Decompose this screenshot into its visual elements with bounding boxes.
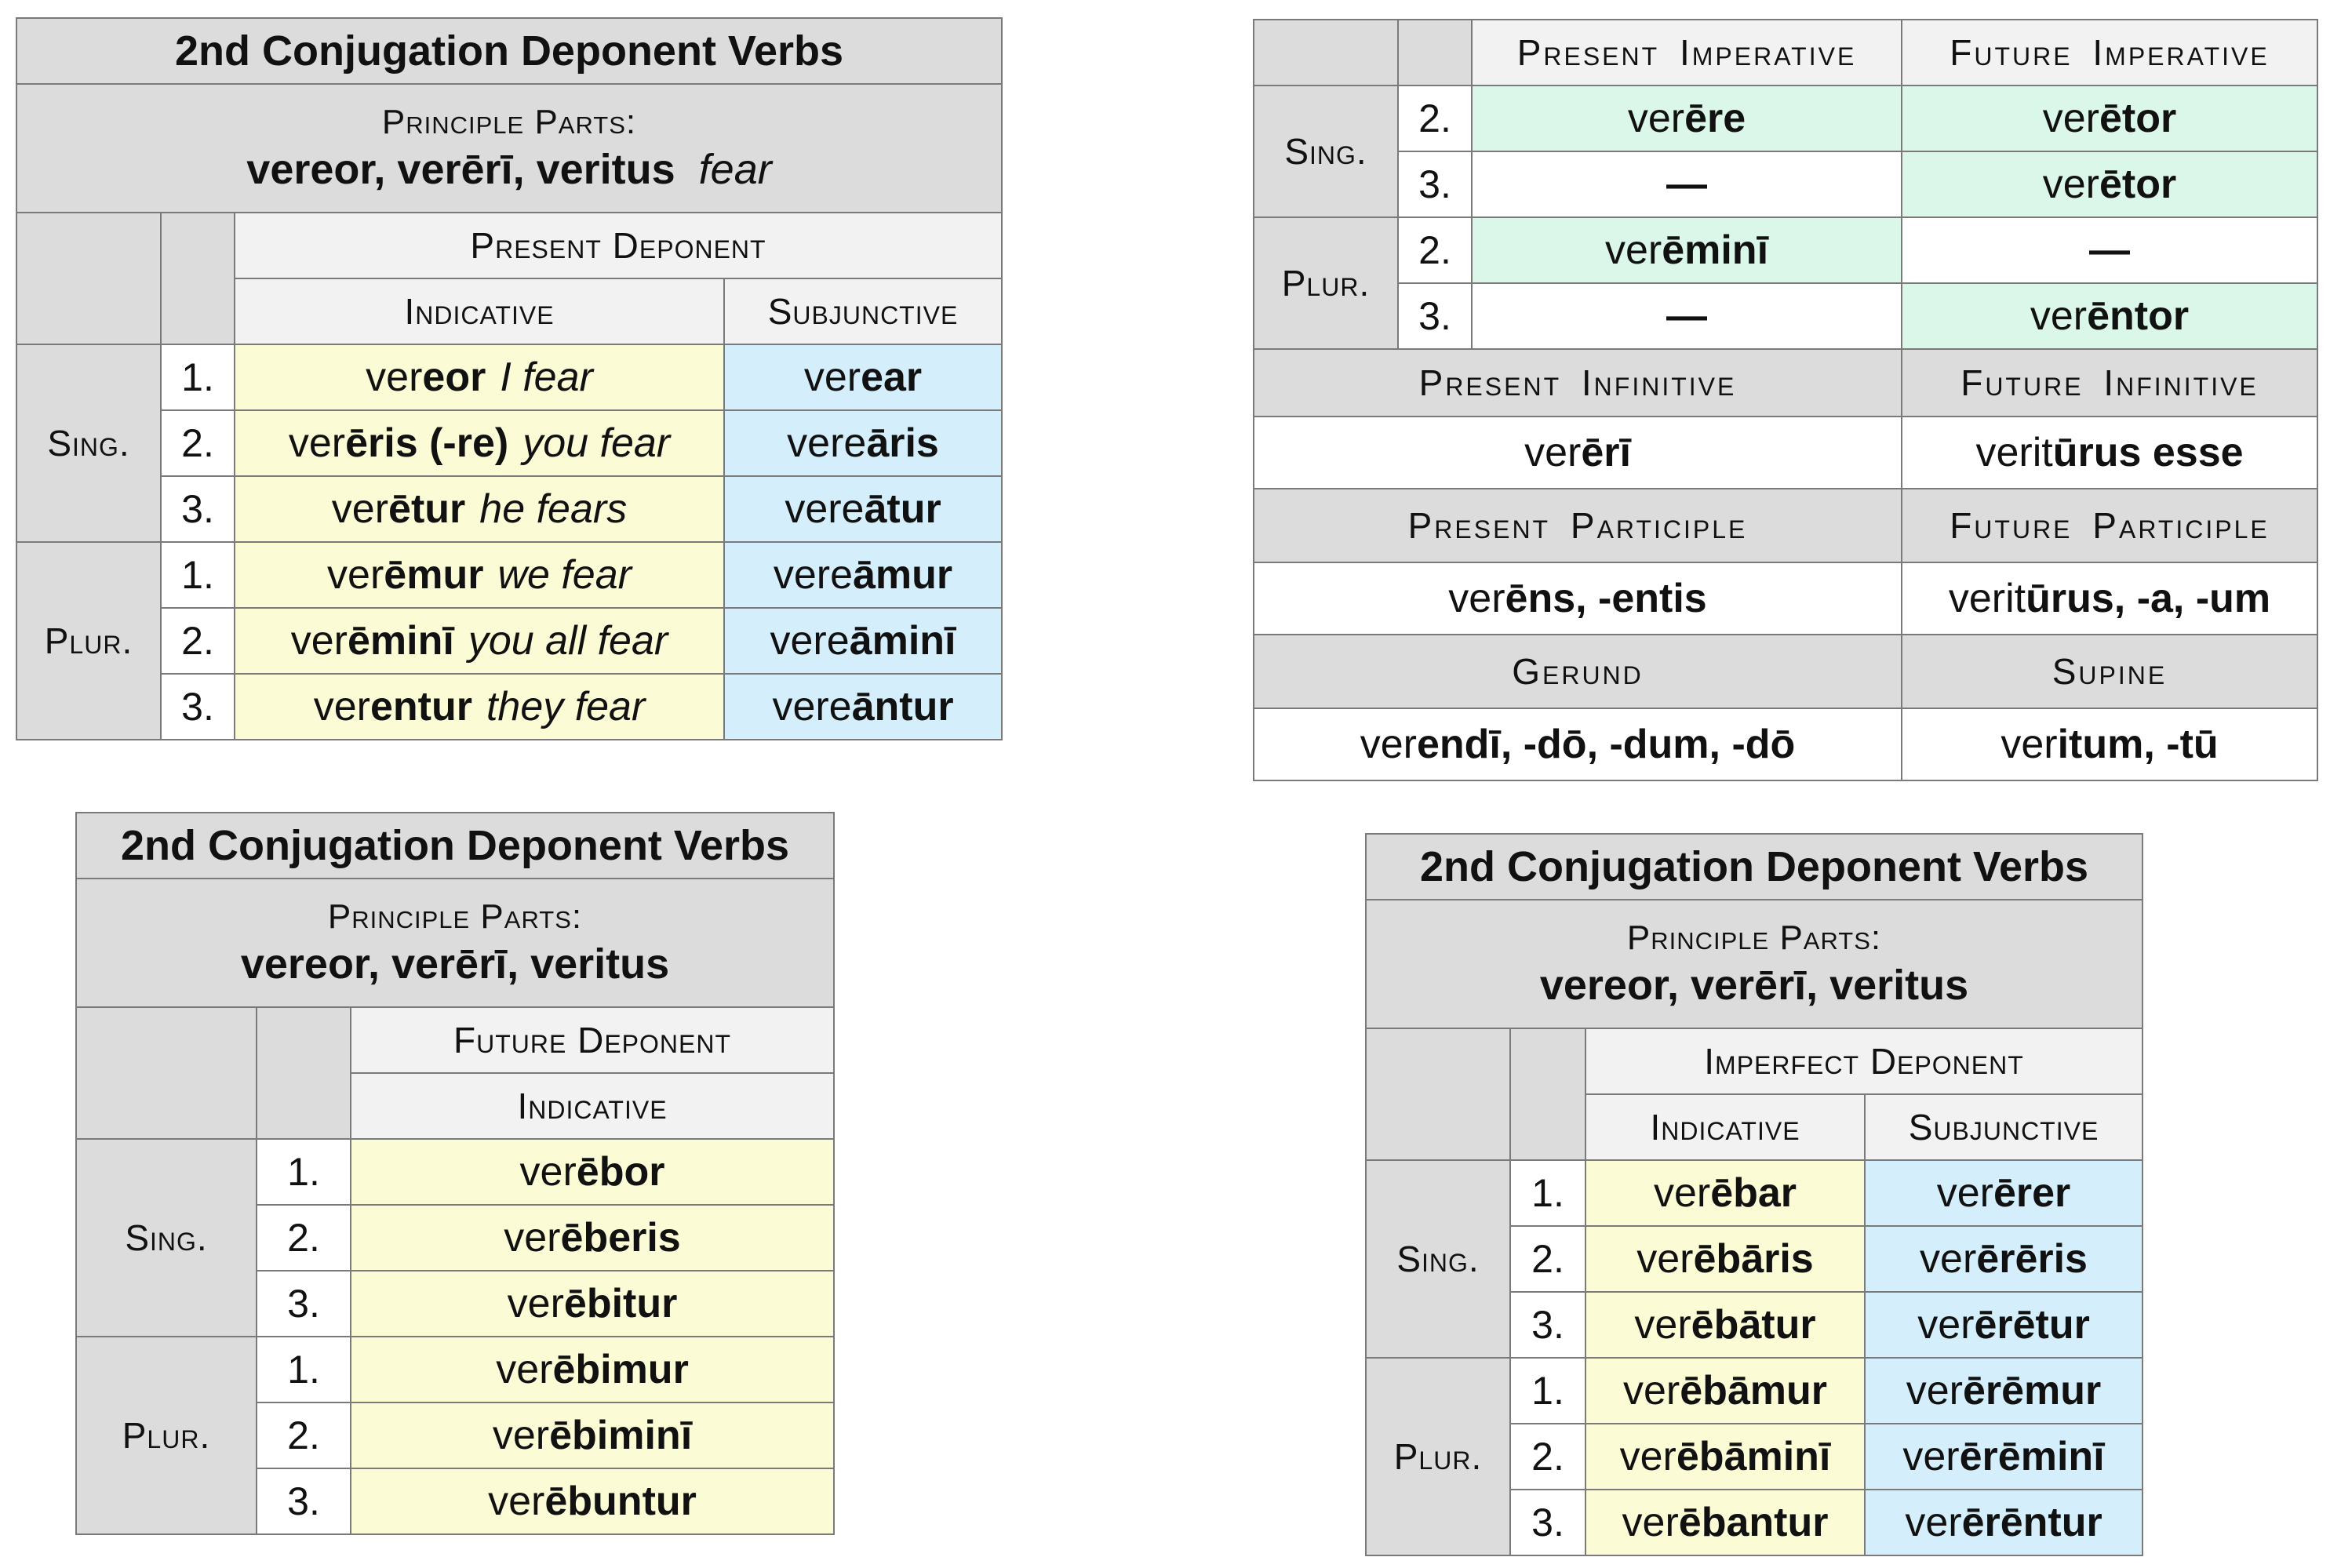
subjunctive-form: verērēris: [1865, 1226, 2143, 1292]
person-number: 3.: [1510, 1292, 1585, 1358]
indicative-form: verēberis: [351, 1205, 834, 1271]
corner-cell: [1510, 1028, 1585, 1160]
person-number: 3.: [161, 476, 235, 542]
person-number: 2.: [1510, 1424, 1585, 1490]
subjunctive-form: verērētur: [1865, 1292, 2143, 1358]
tense-header: Present Deponent: [235, 213, 1002, 278]
indicative-header: Indicative: [235, 278, 724, 344]
person-number: 2.: [1398, 217, 1472, 283]
indicative-form: verētur he fears: [235, 476, 724, 542]
present-imperative-header: Present Imperative: [1472, 20, 1902, 85]
principle-parts-label: Principle Parts:: [327, 897, 583, 936]
person-number: 1.: [161, 344, 235, 410]
indicative-form: verēbāmur: [1585, 1358, 1865, 1424]
principle-parts: [1366, 900, 2143, 1028]
imperative-table: [1253, 19, 2318, 781]
gerund-header: Gerund: [1254, 635, 1902, 708]
person-number: 2.: [257, 1402, 351, 1468]
indicative-form: verēris (-re) you fear: [235, 410, 724, 476]
indicative-form: verēbuntur: [351, 1468, 834, 1534]
future-participle-header: Future Participle: [1902, 489, 2317, 562]
future-imperative-form: —: [1902, 217, 2317, 283]
person-number: 2.: [161, 608, 235, 674]
tense-header: Future Deponent: [351, 1007, 834, 1073]
supine-header: Supine: [1902, 635, 2317, 708]
principle-parts-words: vereor, verērī, veritus: [1539, 962, 1969, 1009]
table-title: 2nd Conjugation Deponent Verbs: [16, 18, 1002, 84]
plural-label: Plur.: [1254, 217, 1398, 349]
person-number: 3.: [1398, 283, 1472, 349]
plural-label: Plur.: [76, 1337, 257, 1534]
subjunctive-form: vereātur: [724, 476, 1002, 542]
subjunctive-form: vereāminī: [724, 608, 1002, 674]
principle-parts-label: Principle Parts:: [1626, 919, 1882, 957]
future-participle-form: veritūrus, -a, -um: [1902, 562, 2317, 635]
principle-parts-words: vereor, verērī, veritus fear: [246, 146, 772, 193]
principle-parts-words: vereor, verērī, veritus: [240, 940, 670, 988]
indicative-form: verēbor: [351, 1139, 834, 1205]
person-number: 3.: [1398, 151, 1472, 217]
indicative-form: verēbātur: [1585, 1292, 1865, 1358]
supine-form: veritum, -tū: [1902, 708, 2317, 780]
future-imperative-form: verētor: [1902, 151, 2317, 217]
person-number: 1.: [257, 1337, 351, 1402]
present-imperative-form: —: [1472, 283, 1902, 349]
indicative-form: verēbiminī: [351, 1402, 834, 1468]
indicative-form: verēbimur: [351, 1337, 834, 1402]
present-participle-form: verēns, -entis: [1254, 562, 1902, 635]
singular-label: Sing.: [16, 344, 161, 542]
person-number: 3.: [1510, 1490, 1585, 1555]
person-number: 2.: [1510, 1226, 1585, 1292]
indicative-form: verēbar: [1585, 1160, 1865, 1226]
subjunctive-form: verērēntur: [1865, 1490, 2143, 1555]
table-title: 2nd Conjugation Deponent Verbs: [76, 813, 834, 879]
present-participle-header: Present Participle: [1254, 489, 1902, 562]
subjunctive-form: verērēmur: [1865, 1358, 2143, 1424]
singular-label: Sing.: [76, 1139, 257, 1337]
corner-cell: [161, 213, 235, 344]
present-imperative-form: verēminī: [1472, 217, 1902, 283]
present-imperative-form: verēre: [1472, 85, 1902, 151]
plural-label: Plur.: [1366, 1358, 1510, 1555]
gerund-form: verendī, -dō, -dum, -dō: [1254, 708, 1902, 780]
person-number: 1.: [161, 542, 235, 608]
indicative-form: verēbantur: [1585, 1490, 1865, 1555]
indicative-header: Indicative: [1585, 1094, 1865, 1160]
subjunctive-header: Subjunctive: [724, 278, 1002, 344]
subjunctive-form: vereāmur: [724, 542, 1002, 608]
future-imperative-form: verēntor: [1902, 283, 2317, 349]
future-imperative-form: verētor: [1902, 85, 2317, 151]
corner-cell: [1398, 20, 1472, 85]
person-number: 1.: [1510, 1358, 1585, 1424]
indicative-form: verēminī you all fear: [235, 608, 724, 674]
indicative-form: verēmur we fear: [235, 542, 724, 608]
subjunctive-form: verērer: [1865, 1160, 2143, 1226]
subjunctive-form: verērēminī: [1865, 1424, 2143, 1490]
future-imperative-header: Future Imperative: [1902, 20, 2317, 85]
subjunctive-form: vereāntur: [724, 674, 1002, 740]
person-number: 2.: [257, 1205, 351, 1271]
corner-cell: [16, 213, 161, 344]
person-number: 3.: [161, 674, 235, 740]
corner-cell: [257, 1007, 351, 1139]
singular-label: Sing.: [1366, 1160, 1510, 1358]
indicative-form: verēbāris: [1585, 1226, 1865, 1292]
corner-cell: [1254, 20, 1398, 85]
present-deponent-table: [16, 17, 1003, 740]
future-infinitive-header: Future Infinitive: [1902, 349, 2317, 417]
principle-parts: [76, 879, 834, 1007]
corner-cell: [76, 1007, 257, 1139]
subjunctive-form: vereāris: [724, 410, 1002, 476]
person-number: 2.: [161, 410, 235, 476]
indicative-form: vereor I fear: [235, 344, 724, 410]
singular-label: Sing.: [1254, 85, 1398, 217]
future-infinitive-form: veritūrus esse: [1902, 417, 2317, 489]
indicative-header: Indicative: [351, 1073, 834, 1139]
present-imperative-form: —: [1472, 151, 1902, 217]
plural-label: Plur.: [16, 542, 161, 740]
subjunctive-header: Subjunctive: [1865, 1094, 2143, 1160]
indicative-form: verentur they fear: [235, 674, 724, 740]
indicative-form: verēbitur: [351, 1271, 834, 1337]
principle-parts: [16, 84, 1002, 213]
principle-parts-label: Principle Parts:: [381, 103, 637, 141]
present-infinitive-form: verērī: [1254, 417, 1902, 489]
future-deponent-table: [75, 812, 835, 1535]
person-number: 3.: [257, 1468, 351, 1534]
person-number: 1.: [257, 1139, 351, 1205]
corner-cell: [1366, 1028, 1510, 1160]
person-number: 2.: [1398, 85, 1472, 151]
person-number: 1.: [1510, 1160, 1585, 1226]
indicative-form: verēbāminī: [1585, 1424, 1865, 1490]
present-infinitive-header: Present Infinitive: [1254, 349, 1902, 417]
imperfect-deponent-table: [1365, 833, 2143, 1556]
table-title: 2nd Conjugation Deponent Verbs: [1366, 834, 2143, 900]
subjunctive-form: verear: [724, 344, 1002, 410]
tense-header: Imperfect Deponent: [1585, 1028, 2143, 1094]
person-number: 3.: [257, 1271, 351, 1337]
